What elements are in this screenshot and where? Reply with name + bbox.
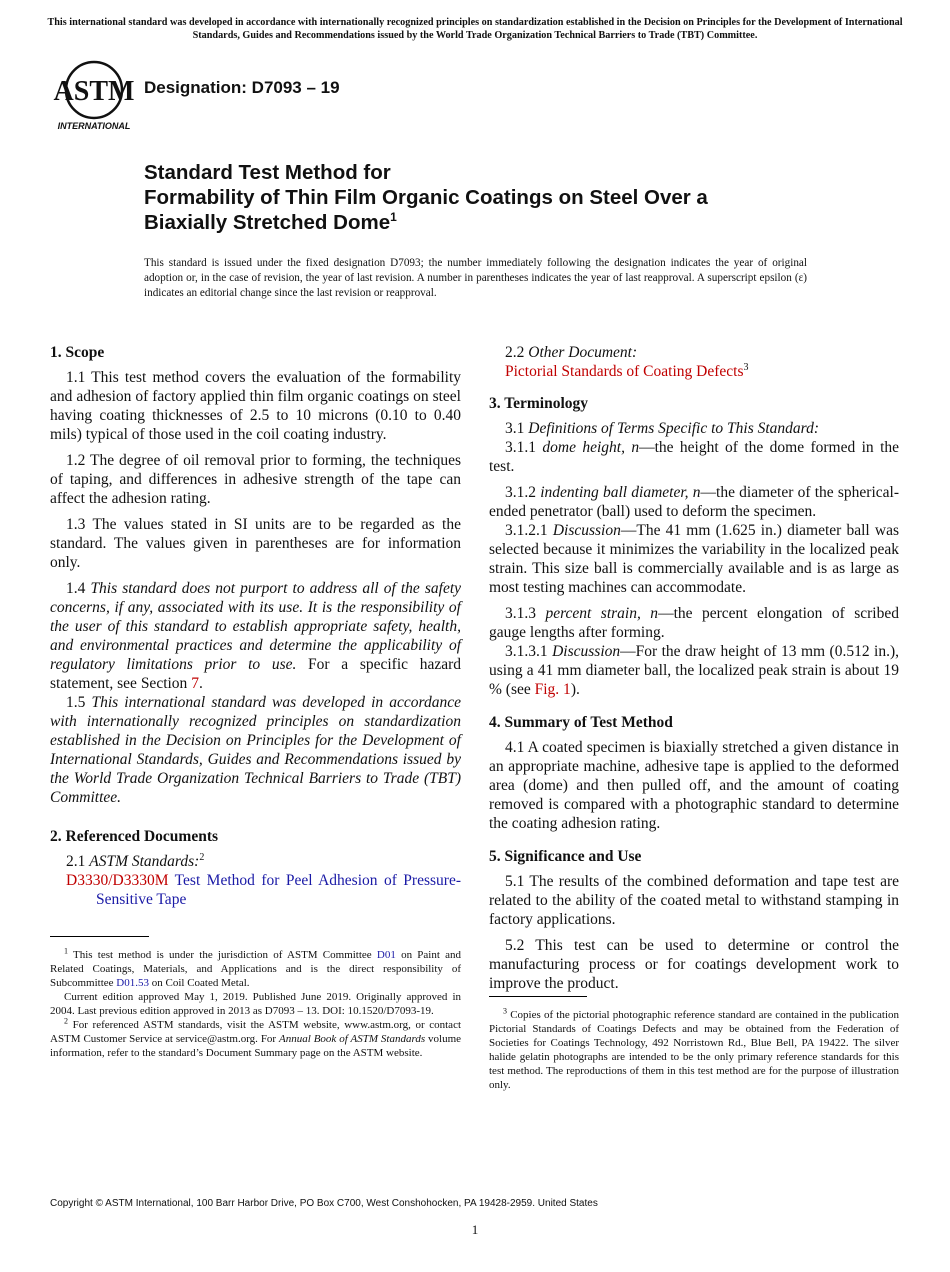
section-1-heading: 1. Scope [50,344,105,361]
section-3-heading: 3. Terminology [489,395,589,412]
copyright-footer: Copyright © ASTM International, 100 Barr Harbor Drive, PO Box C700, West Conshohocken, PA 19428-2959. United States [50,1198,598,1209]
footnote-2: $^2$ For referenced ASTM standards, visit the ASTM website, www.astm.org, or contact ASTM Customer Service at service@astm.org. For Annual Book of ASTM Standards volume information, refer to the standard’s Document Summary page on the ASTM website. [50,1016,462,1059]
logo-subtext: INTERNATIONAL [57,121,131,131]
footnote-divider-left [50,936,149,937]
logo-text: ASTM [53,76,135,107]
designation: Designation: D7093 – 19 [144,78,340,97]
footnotes-right [489,1008,899,1092]
para-1-3: 1.3 The values stated in SI units are to be regarded as the standard. The values given in parentheses are for information only. [50,516,461,571]
para-1-1: 1.1 This test method covers the evaluation of the formability and adhesion of factory applied thin film organic coatings on steel having coating thicknesses of 2.5 to 10 microns (0.10 to 0.40 mils) typical of those used in the coil coating industry. [50,369,461,443]
para-2-1: 2.1 ASTM Standards:$^2$ [66,851,205,870]
para-5-1: 5.1 The results of the combined deformation and tape test are related to the ability of the coated metal to withstand stamping in factory applications. [489,873,899,928]
para-2-2: 2.2 Other Document: [505,344,638,361]
document-title [144,160,904,235]
ref-d3330-code-link[interactable]: D3330/D3330M [66,872,169,889]
title-line-1: Standard Test Method for [144,161,391,184]
para-1-4: 1.4 This standard does not purport to address all of the safety concerns, if any, associated with its use. It is the responsibility of the user of this standard to establish appropriate safety, health, and environmental practices and determine the applicability of regulatory limitations prior to use. For a specific hazard statement, see Section 7. [50,580,462,692]
ref-d3330 [66,871,461,909]
footnote-1-edition: Current edition approved May 1, 2019. Published June 2019. Originally approved in 2004. Last previous edition approved in 2013 as D7093 – 13. DOI: 10.1520/D7093-19. [50,991,461,1017]
section-7-link[interactable]: 7 [191,675,199,692]
ref-pictorial-standards: Pictorial Standards of Coating Defects$^3$ [505,361,749,380]
footnote-1: $^1$ This test method is under the jurisdiction of ASTM Committee D01 on Paint and Related Coatings, Materials, and Applications and is the direct responsibility of Subcommittee D01.53 on Coil Coated Metal. [50,946,461,989]
para-3-1-2-1: 3.1.2.1 Discussion—The 41 mm (1.625 in.) diameter ball was selected because it minimizes the variability in the localized peak strain. This size ball is commercially available and is as large as most testing machines can accommodate. [489,522,899,596]
issue-note: This standard is issued under the fixed designation D7093; the number immediately following the designation indicates the year of original adoption or, in the case of revision, the year of last revision. A number in parentheses indicates the year of last reapproval. A superscript epsilon (ε) indicates an editorial change since the last revision or reapproval. [144,257,807,299]
para-3-1: 3.1 Definitions of Terms Specific to This Standard: [505,420,820,437]
para-3-1-3-1: 3.1.3.1 Discussion—For the draw height of 13 mm (0.512 in.), using a 41 mm diameter ball, the localized peak strain is about 19 % (see Fig. 1). [489,643,900,698]
section-5-heading: 5. Significance and Use [489,848,642,865]
ref-d3330-title-link[interactable]: Test Method for Peel Adhesion of Pressure-Sensitive Tape [96,872,461,908]
footnote-3: $^3$ Copies of the pictorial photographic reference standard are contained in the publication Pictorial Standards of Coatings Defects and may be obtained from the Federation of Societies for Coatings Technology, 492 Norristown Rd., Blue Bell, PA 19422. The silver halide gelatin photographs are intended to be the only primary reference standards for this test method. The reproductions of them in this test method are for the purpose of illustration only. [489,1006,900,1091]
title-line-2: Formability of Thin Film Organic Coatings on Steel Over a [144,186,708,209]
para-4-1: 4.1 A coated specimen is biaxially stretched a given distance in an appropriate machine, adhesive tape is applied to the deformed area (dome) and then pulled off, and the amount of coating removed is compared with a photographic standard to determine the coating adhesion rating. [489,739,899,832]
section-2-heading: 2. Referenced Documents [50,828,219,845]
footnote-divider-right [489,996,587,997]
committee-d01-link[interactable]: D01 [376,949,396,961]
para-3-1-1: 3.1.1 dome height, n—the height of the dome formed in the test. [489,439,900,475]
para-3-1-2: 3.1.2 indenting ball diameter, n—the diameter of the spherical-ended penetrator (ball) used to deform the specimen. [489,484,899,520]
page-number: 1 [471,1222,479,1237]
astm-logo [52,58,136,132]
para-1-2: 1.2 The degree of oil removal prior to forming, the techniques of taping, and differences in adhesive strength of the tape can affect the adhesion rating. [50,452,461,507]
para-5-2: 5.2 This test can be used to determine or control the manufacturing process or for coatings development work to improve the product. [489,937,899,992]
para-1-5: 1.5 This international standard was developed in accordance with internationally recognized principles on standardization established in the Decision on Principles for the Development of International Standards, Guides and Recommendations issued by the World Trade Organization Technical Barriers to Trade (TBT) Committee. [50,694,461,806]
footnotes-left [50,948,461,1060]
fig-1-link[interactable]: Fig. 1 [534,681,571,698]
para-3-1-3: 3.1.3 percent strain, n—the percent elongation of scribed gauge lengths after forming. [489,605,899,641]
subcommittee-d01-53-link[interactable]: D01.53 [116,977,149,989]
left-column [50,343,461,909]
title-footnote-mark: 1 [390,210,397,225]
tbt-notice: This international standard was developed in accordance with internationally recognized principles on standardization established in the Decision on Principles for the Development of International Standards, Guides and Recommendations issued by the World Trade Organization Technical Barriers to Trade (TBT) Committee. [47,17,903,41]
pictorial-standards-link[interactable]: Pictorial Standards of Coating Defects [505,363,744,380]
section-4-heading: 4. Summary of Test Method [489,714,673,731]
title-line-3: Biaxially Stretched Dome [144,211,391,234]
right-column [489,343,899,1000]
